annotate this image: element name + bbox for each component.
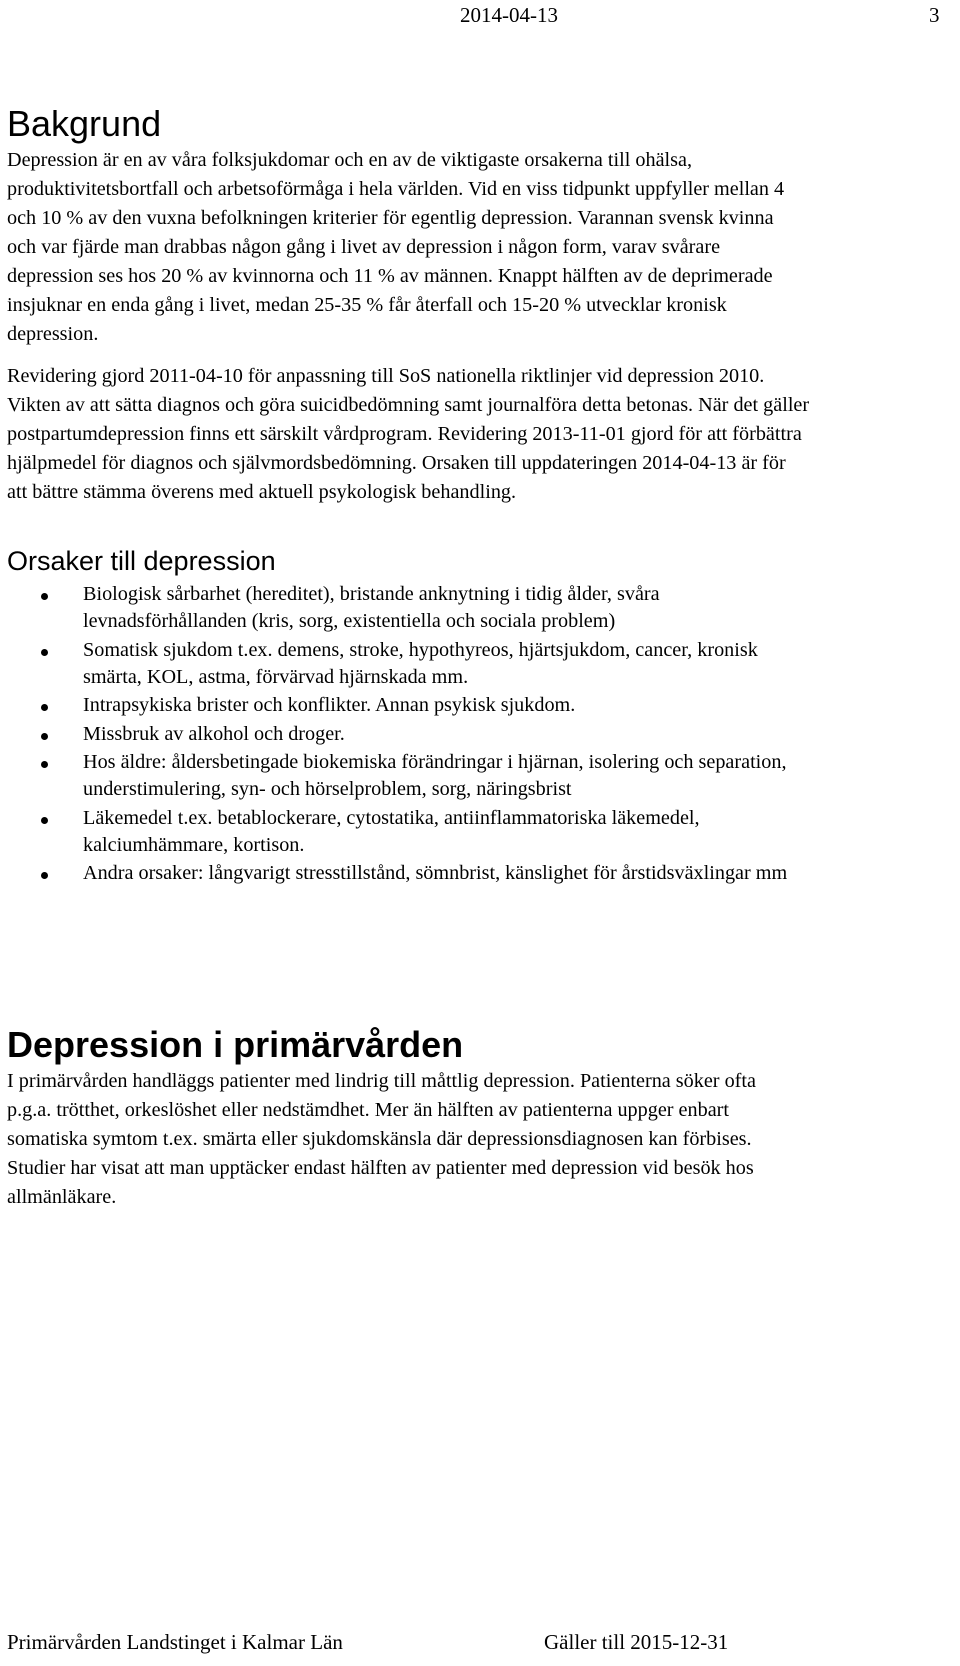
bullet-icon (41, 817, 48, 824)
text-line: Missbruk av alkohol och droger. (83, 722, 345, 745)
header-date: 2014-04-13 (460, 3, 558, 27)
text-line: Intrapsykiska brister och konflikter. Annan psykisk sjukdom. (83, 694, 576, 716)
bullet-icon (41, 733, 48, 740)
text-line: Somatisk sjukdom t.ex. demens, stroke, hypothyreos, hjärtsjukdom, cancer, kronisk (83, 638, 758, 661)
text-line: och 10 % av den vuxna befolkningen kriterier för egentlig depression. Varannan svensk kvinna (7, 207, 774, 229)
text-line: Biologisk sårbarhet (hereditet), bristande anknytning i tidig ålder, svåra (83, 583, 660, 605)
list-item (0, 749, 960, 803)
text-line: p.g.a. trötthet, orkeslöshet eller nedstämdhet. Mer än hälften av patienterna uppger enbart (7, 1099, 729, 1121)
text-line: postpartumdepression finns ett särskilt vårdprogram. Revidering 2013-11-01 gjord för att förbättra (7, 423, 802, 445)
text-line: smärta, KOL, astma, förvärvad hjärnskada mm. (83, 665, 469, 688)
text-line: understimulering, syn- och hörselproblem, sorg, näringsbrist (83, 778, 572, 800)
list-item (0, 692, 960, 719)
heading-orsaker: Orsaker till depression (7, 546, 276, 576)
text-line: somatiska symtom t.ex. smärta eller sjukdomskänsla där depressionsdiagnosen kan förbises. (7, 1128, 752, 1150)
list-item (0, 805, 960, 859)
footer-valid-until: Gäller till 2015-12-31 (544, 1630, 729, 1654)
text-line: Läkemedel t.ex. betablockerare, cytostatika, antiinflammatoriska läkemedel, (83, 806, 700, 829)
text-line: Andra orsaker: långvarigt stresstillstånd, sömnbrist, känslighet för årstidsväxlingar mm (83, 862, 788, 884)
heading-primarvarden: Depression i primärvården (7, 1024, 464, 1065)
text-line: depression. (7, 323, 99, 345)
text-line: Studier har visat att man upptäcker endast hälften av patienter med depression vid besök hos (7, 1157, 754, 1179)
text-line: Revidering gjord 2011-04-10 för anpassning till SoS nationella riktlinjer vid depression 2010. (7, 365, 765, 387)
page-number: 3 (929, 3, 940, 27)
text-line: Hos äldre: åldersbetingade biokemiska förändringar i hjärnan, isolering och separation, (83, 751, 787, 773)
text-line: Depression är en av våra folksjukdomar och en av de viktigaste orsakerna till ohälsa, (7, 149, 693, 171)
list-item (0, 637, 960, 691)
bakgrund-paragraph-1 (7, 146, 952, 349)
text-line: kalciumhämmare, kortison. (83, 833, 305, 856)
footer-organization: Primärvården Landstinget i Kalmar Län (7, 1630, 343, 1654)
bullet-icon (41, 649, 48, 656)
text-line: Vikten av att sätta diagnos och göra suicidbedömning samt journalföra detta betonas. När det gäller (7, 394, 810, 416)
text-line: hjälpmedel för diagnos och självmordsbedömning. Orsaken till uppdateringen 2014-04-13 är för (7, 452, 786, 474)
text-line: och var fjärde man drabbas någon gång i livet av depression i någon form, varav svårare (7, 236, 721, 258)
bullet-icon (41, 761, 48, 768)
list-item (0, 860, 960, 887)
bullet-icon (41, 872, 48, 879)
text-line: levnadsförhållanden (kris, sorg, existentiella och sociala problem) (83, 610, 616, 632)
list-item (0, 721, 960, 748)
text-line: I primärvården handläggs patienter med lindrig till måttlig depression. Patienterna söker ofta (7, 1070, 756, 1092)
list-item (0, 581, 960, 635)
bakgrund-paragraph-2 (7, 362, 952, 507)
causes-list (0, 581, 960, 889)
text-line: att bättre stämma överens med aktuell psykologisk behandling. (7, 481, 517, 503)
heading-bakgrund: Bakgrund (7, 103, 162, 144)
bullet-icon (41, 593, 48, 600)
text-line: insjuknar en enda gång i livet, medan 25-35 % får återfall och 15-20 % utvecklar kronisk (7, 294, 727, 316)
text-line: produktivitetsbortfall och arbetsoförmåga i hela världen. Vid en viss tidpunkt uppfyller mellan 4 (7, 178, 785, 200)
bullet-icon (41, 704, 48, 711)
primarvarden-paragraph (7, 1067, 952, 1212)
text-line: allmänläkare. (7, 1186, 117, 1208)
text-line: depression ses hos 20 % av kvinnorna och 11 % av männen. Knappt hälften av de deprimerade (7, 265, 773, 287)
